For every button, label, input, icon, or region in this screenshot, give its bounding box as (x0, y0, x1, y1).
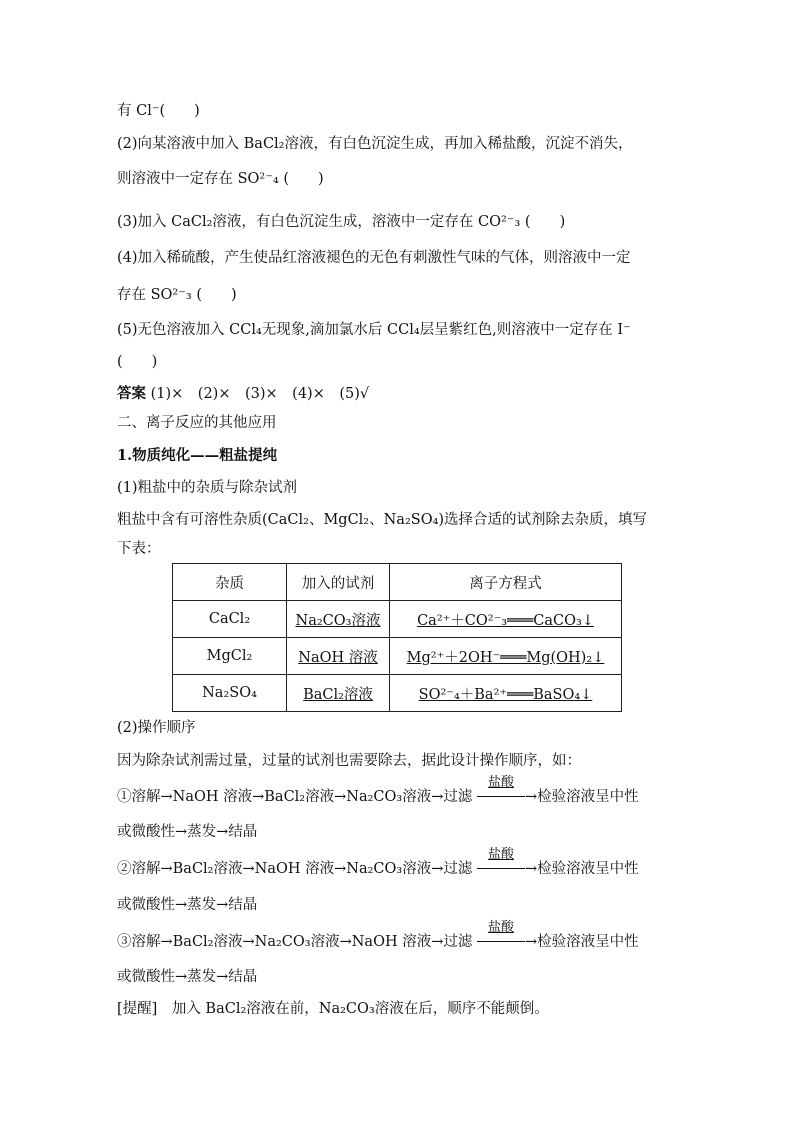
table-row (173, 601, 622, 638)
arrow-label: 盐酸 (487, 847, 514, 862)
question-line: 存在 SO²⁻₃ ( ) (117, 287, 237, 303)
table-cell: Ca²⁺＋CO²⁻₃═══CaCO₃↓ (390, 601, 622, 638)
answer-line (117, 384, 369, 404)
sequence-line (117, 847, 639, 879)
subsection-heading: (2)操作顺序 (117, 720, 196, 736)
section-heading: 二、离子反应的其他应用 (117, 415, 277, 431)
subsection-heading: 1.物质纯化——粗盐提纯 (117, 447, 278, 464)
arrow-line (477, 796, 525, 797)
subsection-heading: (1)粗盐中的杂质与除杂试剂 (117, 480, 298, 496)
table-row (173, 675, 622, 712)
question-line: (5)无色溶液加入 CCl₄无现象,滴加氯水后 CCl₄层呈紫红色,则溶液中一定存在 I⁻ (117, 322, 631, 338)
table-cell: CaCl₂ (173, 601, 287, 638)
table-cell: Na₂SO₄ (173, 675, 287, 712)
sequence-text: →检验溶液呈中性 (524, 789, 639, 805)
table-cell: BaCl₂溶液 (287, 675, 390, 712)
table-cell: Na₂CO₃溶液 (287, 601, 390, 638)
sequence-text: →检验溶液呈中性 (524, 861, 639, 877)
answer-text: (1)× (2)× (3)× (4)× (5)√ (150, 386, 370, 402)
hcl-arrow (477, 775, 525, 807)
table-cell: NaOH 溶液 (287, 638, 390, 675)
sequence-line: 或微酸性→蒸发→结晶 (117, 824, 258, 840)
table-row (173, 638, 622, 675)
tip-note: [提醒] 加入 BaCl₂溶液在前，Na₂CO₃溶液在后，顺序不能颠倒。 (117, 1001, 549, 1017)
arrow-label: 盐酸 (487, 920, 514, 935)
hcl-arrow (477, 847, 525, 879)
sequence-line: 或微酸性→蒸发→结晶 (117, 969, 258, 985)
question-line: (3)加入 CaCl₂溶液，有白色沉淀生成，溶液中一定存在 CO²⁻₃ ( ) (117, 214, 566, 230)
sequence-line (117, 920, 639, 952)
sequence-text: ②溶解→BaCl₂溶液→NaOH 溶液→Na₂CO₃溶液→过滤 (117, 861, 473, 877)
table-cell: MgCl₂ (173, 638, 287, 675)
question-line: (2)向某溶液中加入 BaCl₂溶液，有白色沉淀生成，再加入稀盐酸，沉淀不消失， (117, 136, 633, 152)
arrow-line (477, 941, 525, 942)
hcl-arrow (477, 920, 525, 952)
table-header: 加入的试剂 (287, 564, 390, 601)
answer-label: 答案 (117, 385, 146, 402)
impurity-table (172, 563, 622, 712)
table-cell: SO²⁻₄＋Ba²⁺═══BaSO₄↓ (390, 675, 622, 712)
sequence-line: 或微酸性→蒸发→结晶 (117, 897, 258, 913)
question-line: 则溶液中一定存在 SO²⁻₄ ( ) (117, 171, 324, 187)
question-line: ( ) (117, 354, 158, 370)
table-header: 杂质 (173, 564, 287, 601)
table-header-row (173, 564, 622, 601)
sequence-line (117, 775, 639, 807)
sequence-text: ③溶解→BaCl₂溶液→Na₂CO₃溶液→NaOH 溶液→过滤 (117, 934, 473, 950)
arrow-label: 盐酸 (487, 775, 514, 790)
table-cell: Mg²⁺＋2OH⁻═══Mg(OH)₂↓ (390, 638, 622, 675)
sequence-text: →检验溶液呈中性 (524, 934, 639, 950)
question-line: (4)加入稀硫酸，产生使品红溶液褪色的无色有刺激性气味的气体，则溶液中一定 (117, 250, 631, 266)
intro-text: 粗盐中含有可溶性杂质(CaCl₂、MgCl₂、Na₂SO₄)选择合适的试剂除去杂质，填写 (117, 512, 648, 528)
arrow-line (477, 868, 525, 869)
intro-text: 因为除杂试剂需过量，过量的试剂也需要除去，据此设计操作顺序，如： (117, 753, 581, 769)
table-header: 离子方程式 (390, 564, 622, 601)
intro-text: 下表： (117, 541, 161, 557)
question-line: 有 Cl⁻( ) (117, 103, 200, 119)
sequence-text: ①溶解→NaOH 溶液→BaCl₂溶液→Na₂CO₃溶液→过滤 (117, 789, 473, 805)
